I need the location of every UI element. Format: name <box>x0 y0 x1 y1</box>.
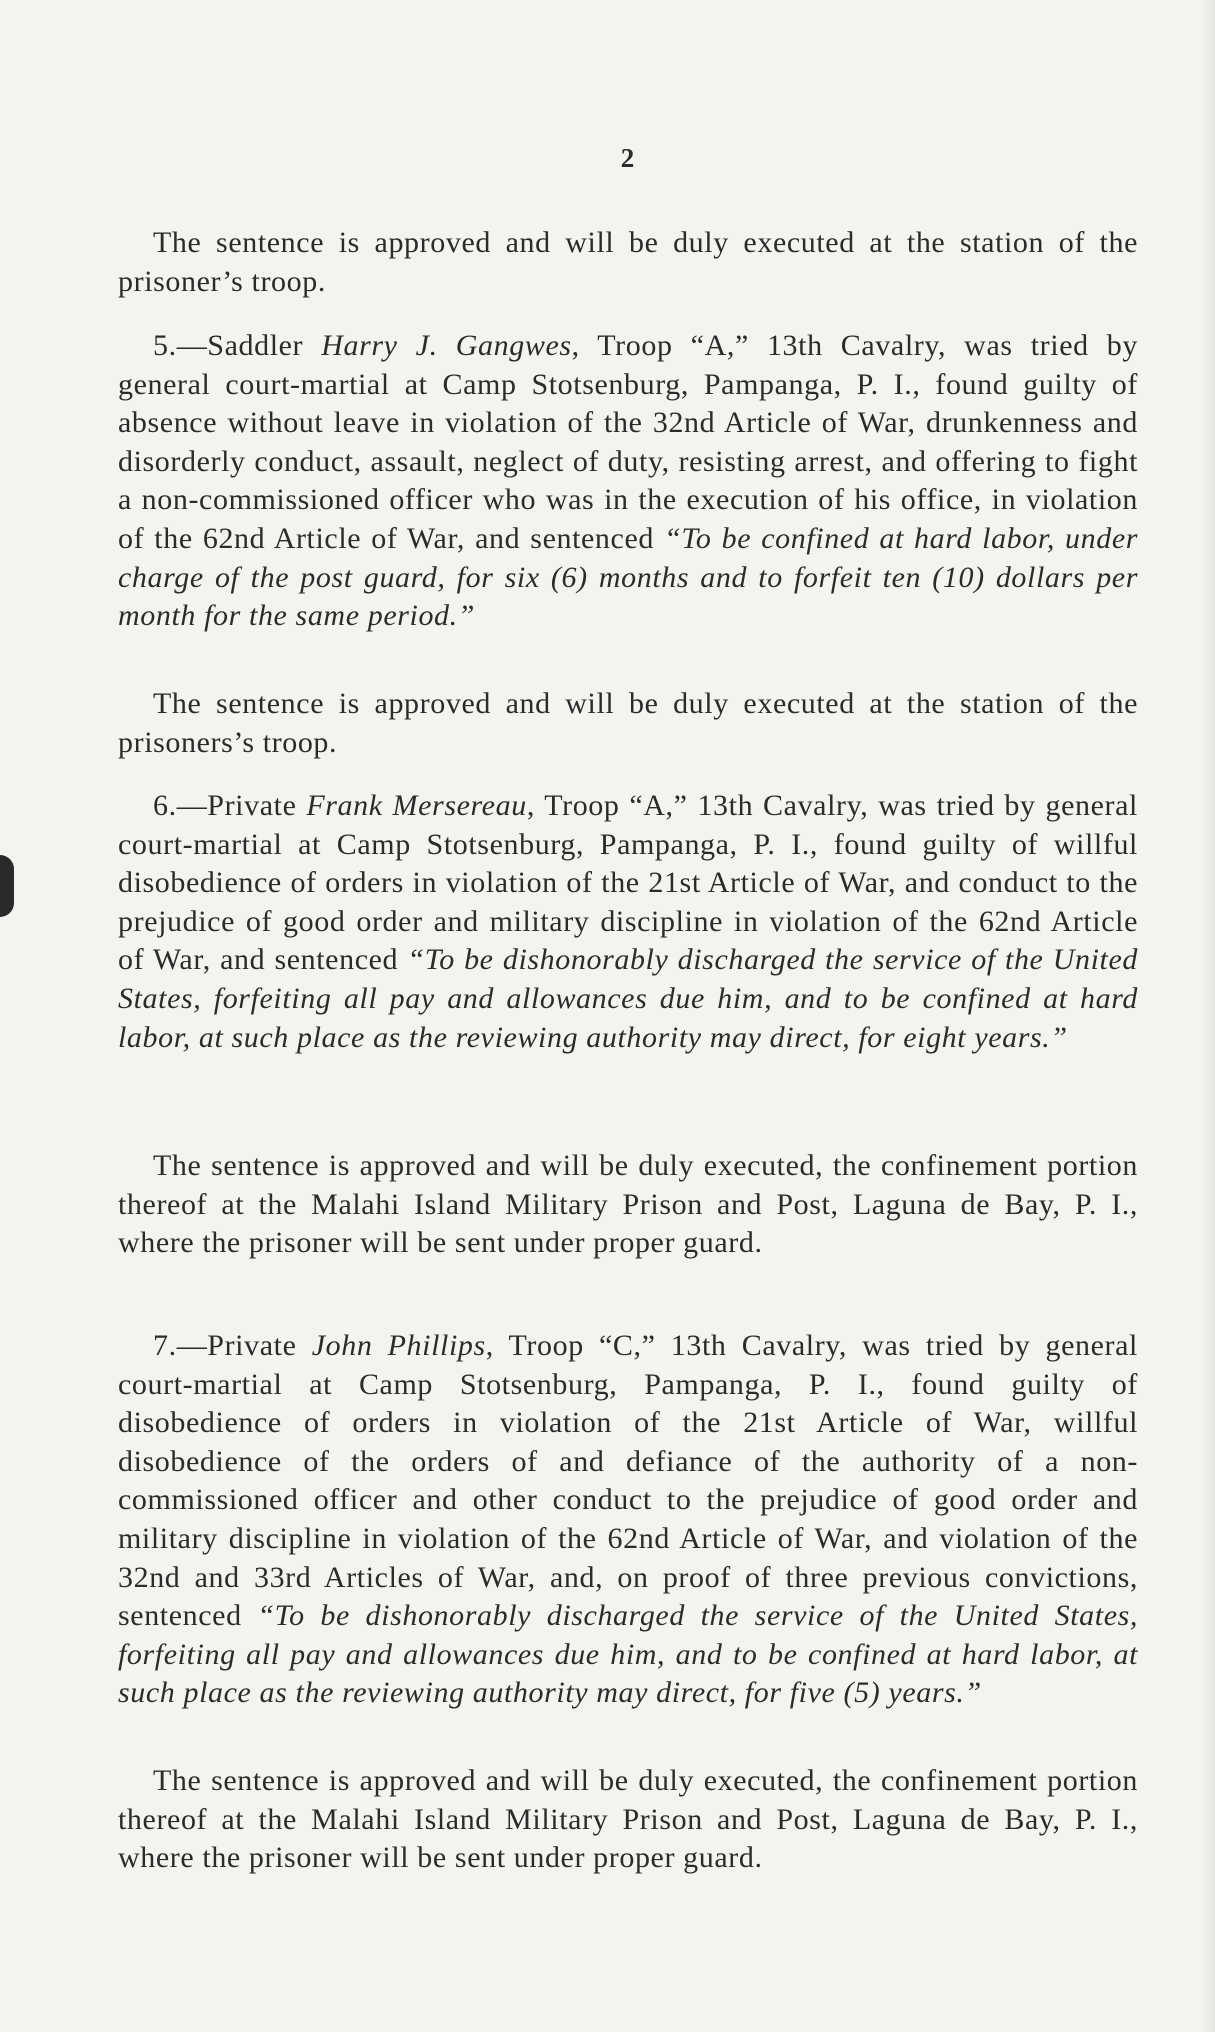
section-6-rank: —Private <box>176 789 307 822</box>
binding-hole-mark <box>0 855 14 917</box>
section-5-body: , Troop “A,” 13th Cavalry, was tried by general court-martial at Camp Stotsenburg, Pampanga, P. I., found guilty of absence without leave in violation of the 32nd Article of War, drunkenness and disorderly conduct, assault, neglect of duty, resisting arrest, and offering to fight a non-commissioned officer who was in the execution of his office, in violation of the 62nd Article of War, and sentenced <box>118 329 1138 555</box>
section-6-body: , Troop “A,” 13th Cavalry, was tried by general court-martial at Camp Stotsenburg, Pampanga, P. I., found guilty of willful disobedience of orders in violation of the 21st Article of War, and conduct to the prejudice of good order and military discipline in violation of the 62nd Article of War, and sentenced <box>118 789 1138 977</box>
section-7-paragraph <box>118 1327 1138 1713</box>
section-5-approval-text: The sentence is approved and will be duly executed at the station of the prisoners’s troop. <box>118 687 1138 759</box>
section-4-approval-text: The sentence is approved and will be duly executed at the station of the prisoner’s troop. <box>118 226 1138 298</box>
section-7-sentence-quote: “To be dishonorably discharged the service of the United States, forfeiting all pay and allowances due him, and to be confined at hard labor, at such place as the reviewing authority may direct, for five (5) years.” <box>118 1599 1138 1710</box>
section-4-approval <box>118 224 1138 301</box>
section-5-approval <box>118 685 1138 762</box>
section-5-rank: —Saddler <box>176 329 322 362</box>
section-5-name: Harry J. Gangwes <box>321 329 572 362</box>
section-6-approval-text: The sentence is approved and will be duly executed, the confinement portion thereof at the Malahi Island Military Prison and Post, Laguna de Bay, P. I., where the prisoner will be sent under proper guard. <box>118 1149 1138 1260</box>
section-5-paragraph <box>118 327 1138 636</box>
section-6-sentence-quote: “To be dishonorably discharged the service of the United States, forfeiting all pay and allowances due him, and to be confined at hard labor, at such place as the reviewing authority may direct, for eight years.” <box>118 943 1138 1054</box>
section-7-rank: —Private <box>176 1329 312 1362</box>
section-5-number: 5. <box>153 329 177 362</box>
section-7-approval-text: The sentence is approved and will be duly executed, the confinement portion thereof at the Malahi Island Military Prison and Post, Laguna de Bay, P. I., where the prisoner will be sent under proper guard. <box>118 1764 1138 1875</box>
section-7-name: John Phillips <box>311 1329 486 1362</box>
section-7-approval <box>118 1762 1138 1878</box>
document-page <box>118 0 1138 2032</box>
page-edge-shadow <box>1201 0 1215 2032</box>
section-7-body: , Troop “C,” 13th Cavalry, was tried by general court-martial at Camp Stotsenburg, Pampanga, P. I., found guilty of disobedience of orders in violation of the 21st Article of War, willful disobedience of the orders of and defiance of the authority of a non-commissioned officer and other conduct to the prejudice of good order and military discipline in violation of the 62nd Article of War, and violation of the 32nd and 33rd Articles of War, and, on proof of three previous convictions, sentenced <box>118 1329 1138 1633</box>
section-5-sentence-quote: “To be confined at hard labor, under charge of the post guard, for six (6) months and to forfeit ten (10) dollars per month for the same period.” <box>118 521 1139 633</box>
page-number: 2 <box>620 143 636 173</box>
section-6-number: 6. <box>153 789 177 822</box>
section-7-number: 7. <box>153 1329 177 1362</box>
section-6-name: Frank Mersereau <box>306 789 527 822</box>
section-6-paragraph <box>118 787 1138 1057</box>
section-6-approval <box>118 1147 1138 1263</box>
